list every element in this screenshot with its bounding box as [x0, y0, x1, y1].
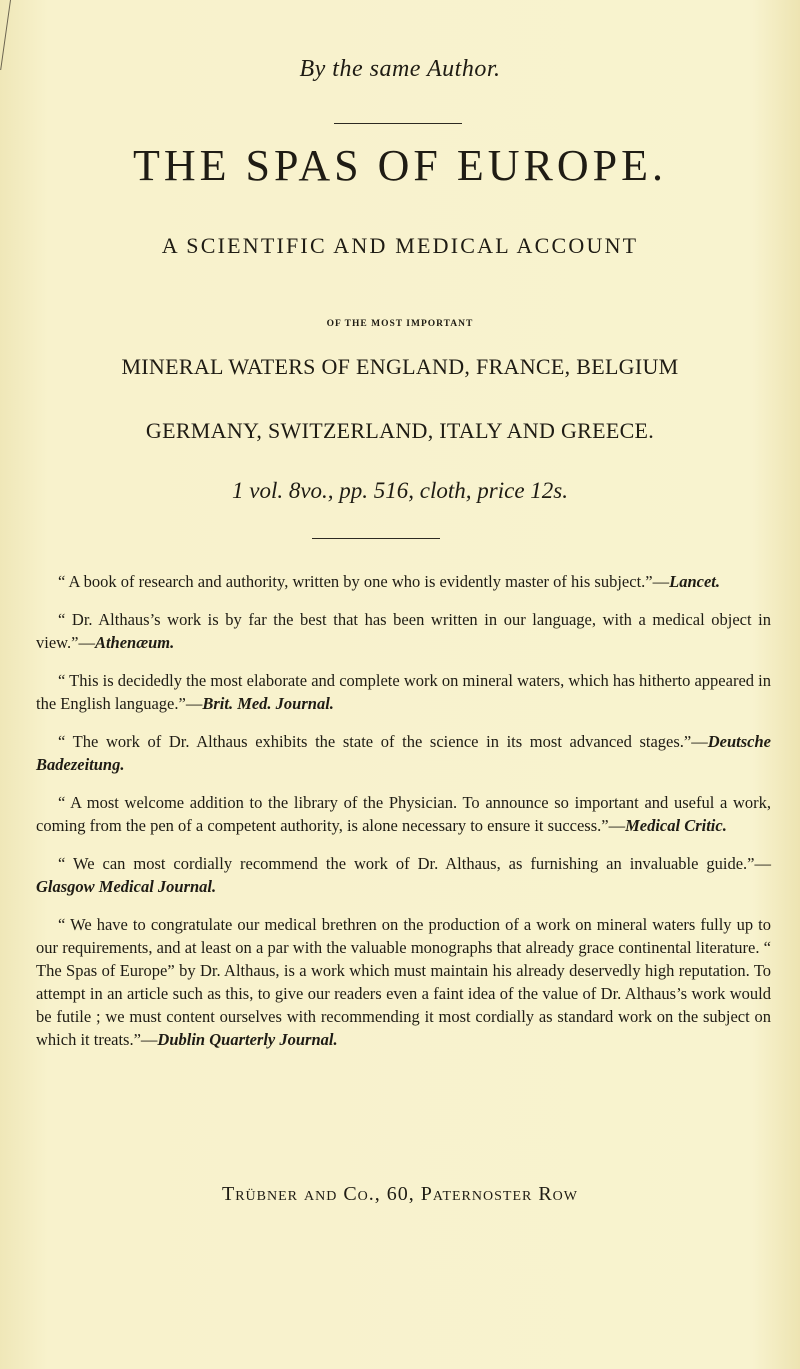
review-source: Glasgow Medical Journal.	[36, 877, 217, 896]
by-line: By the same Author.	[299, 56, 501, 82]
top-rule	[334, 123, 462, 124]
review-quotes	[36, 570, 771, 1066]
review-quote: “ We have to congratulate our medical brethren on the production of a work on mineral waters fully up to our requirements, and at least on a par with the valuable monographs that already grace continental literature. “ The Spas of Europe” by Dr. Althaus, is a work which must maintain his already deservedly high reputation. To attempt in an article such as this, to give our readers even a faint idea of the value of Dr. Althaus’s work would be futile ; we must content ourselves with recommending it most cordially as standard work on the subject on which it treats.”—Dublin Quarterly Journal.	[36, 915, 771, 1049]
review-source: Dublin Quarterly Journal.	[157, 1030, 338, 1049]
review-quote: “ The work of Dr. Althaus exhibits the state of the science in its most advanced stages.”—Deutsche Badezeitung.	[36, 732, 771, 774]
of-the-most-important: OF THE MOST IMPORTANT	[326, 319, 474, 329]
price-line: 1 vol. 8vo., pp. 516, cloth, price 12s.	[231, 478, 568, 503]
middle-rule	[312, 538, 440, 539]
review-source: Medical Critic.	[625, 816, 727, 835]
mineral-waters-line: MINERAL WATERS OF ENGLAND, FRANCE, BELGIUM	[121, 354, 679, 379]
book-title: THE SPAS OF EUROPE.	[132, 141, 668, 190]
publisher-footer: Trübner and Co., 60, Paternoster Row	[221, 1183, 579, 1205]
book-subtitle: A SCIENTIFIC AND MEDICAL ACCOUNT	[161, 233, 639, 258]
review-source: Brit. Med. Journal.	[202, 694, 334, 713]
review-source: Deutsche Badezeitung.	[36, 732, 771, 774]
review-quote: “ A book of research and authority, written by one who is evidently master of his subject.”—Lancet.	[58, 572, 720, 591]
review-quote: “ Dr. Althaus’s work is by far the best that has been written in our language, with a medical object in view.”—Athenæum.	[36, 610, 771, 652]
review-source: Lancet.	[669, 572, 720, 591]
review-quote: “ A most welcome addition to the library of the Physician. To announce so important and useful a work, coming from the pen of a competent authority, is alone necessary to ensure it success.”—Medical Critic.	[36, 793, 771, 835]
review-quote: “ We can most cordially recommend the work of Dr. Althaus, as furnishing an invaluable guide.”—Glasgow Medical Journal.	[36, 854, 771, 896]
countries-line: GERMANY, SWITZERLAND, ITALY AND GREECE.	[145, 418, 655, 443]
review-source: Athenæum.	[94, 633, 175, 652]
review-quote: “ This is decidedly the most elaborate and complete work on mineral waters, which has hitherto appeared in the English language.”—Brit. Med. Journal.	[36, 671, 771, 713]
